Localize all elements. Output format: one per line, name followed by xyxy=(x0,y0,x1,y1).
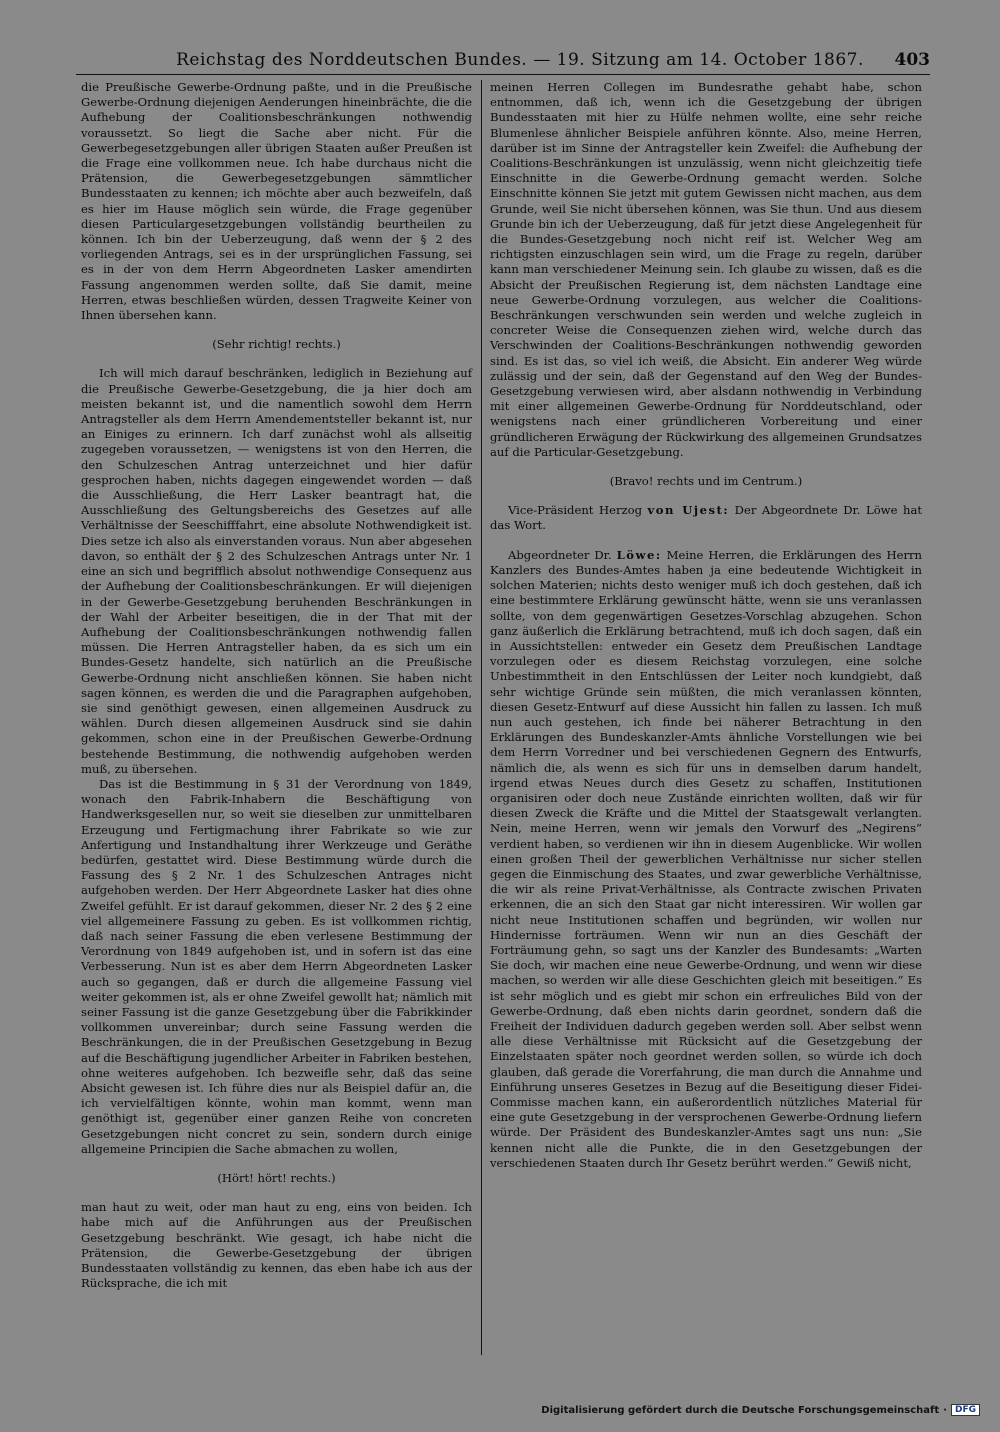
column-divider xyxy=(481,80,482,1355)
speaker-text: Der Abgeordnete Dr. Löwe hat das Wort. xyxy=(490,503,923,533)
right-paragraph-3 xyxy=(490,548,922,1171)
right-column xyxy=(490,80,922,1171)
left-paragraph-2: Ich will mich darauf beschränken, lediglich in Beziehung auf die Preußische Gewerbe-Gesetzgebung, die ja hier doch am meisten bekannt ist, und die namentlich sowohl dem Herrn Antragsteller als dem Herrn Amendementsteller bekannt ist, nur an Einiges zu erinnern. Ich darf zunächst wohl als allseitig zugegeben voraussetzen, — wenigstens ist von den Herren, die den Schulzeschen Antrag unterzeichnet und hier dafür gesprochen haben, nichts dagegen eingewendet worden — daß die Ausschließung, die Herr Lasker beantragt hat, die Ausschließung des Geltungsbereichs des Gesetzes auf alle Verhältnisse der Seeschifffahrt, eine absolute Nothwendigkeit ist. Dies setze ich also als einverstanden voraus. Nun aber abgesehen davon, so enthält der § 2 des Schulzeschen Antrags unter Nr. 1 eine an sich und begrifflich absolut nothwendige Consequenz aus der Aufhebung der Coalitionsbeschränkungen. Er will diejenigen in der Gewerbe-Gesetzgebung beruhenden Beschränkungen in der Wahl der Arbeiter beseitigen, die in der That mit der Aufhebung der Coalitionsbeschränkungen nothwendig fallen müssen. Die Herren Antragsteller haben, da es sich um ein Bundes-Gesetz handelte, sich natürlich an die Preußische Gewerbe-Ordnung nicht anschließen können. Sie haben nicht sagen können, es werden die und die Paragraphen aufgehoben, sie sind genöthigt gewesen, einen allgemeinen Ausdruck zu wählen. Durch diesen allgemeinen Ausdruck sind sie dahin gekommen, schon eine in der Preußischen Gewerbe-Ordnung bestehende Bestimmung, die nothwendig aufgehoben werden muß, zu übersehen. xyxy=(81,366,472,776)
left-column xyxy=(81,80,472,1291)
right-paragraph-2 xyxy=(490,503,922,533)
left-paragraph-4: man haut zu weit, oder man haut zu eng, eins von beiden. Ich habe mich auf die Anführungen aus der Preußischen Gesetzgebung beschränkt. Wie gesagt, ich habe nicht die Prätension, die Gewerbe-Gesetzgebung der übrigen Bundesstaaten vollständig zu kennen, das eben habe ich aus der Rücksprache, die ich mit xyxy=(81,1200,472,1291)
footer-separator: · xyxy=(943,1404,947,1416)
left-paragraph-3: Das ist die Bestimmung in § 31 der Verordnung von 1849, wonach den Fabrik-Inhabern die Beschäftigung von Handwerksgesellen nur, so weit sie dieselben zur unmittelbaren Erzeugung und Fertigmachung ihrer Fabrikate so wie zur Anfertigung und Instandhaltung ihrer Werkzeuge und Geräthe bedürfen, gestattet wird. Diese Bestimmung würde durch die Fassung des § 2 Nr. 1 des Schulzeschen Antrages nicht aufgehoben werden. Der Herr Abgeordnete Lasker hat dies ohne Zweifel gefühlt. Er ist darauf gekommen, dieser Nr. 2 des § 2 eine viel allgemeinere Fassung zu geben. Es ist vollkommen richtig, daß nach seiner Fassung die eben verlesene Bestimmung der Verordnung von 1849 aufgehoben ist, und in sofern ist das eine Verbesserung. Nun ist es aber dem Herrn Abgeordneten Lasker auch so gegangen, daß er durch die allgemeine Fassung viel weiter gekommen ist, als er ohne Zweifel gewollt hat; nämlich mit seiner Fassung ist die ganze Gesetzgebung über die Fabrikkinder vollkommen unvereinbar; durch seine Fassung werden die Beschränkungen, die in der Preußischen Gesetzgebung in Bezug auf die Beschäftigung jugendlicher Arbeiter in Fabriken bestehen, ohne weiteres aufgehoben. Ich bezweifle sehr, daß das seine Absicht gewesen ist. Ich führe dies nur als Beispiel dafür an, die ich vervielfältigen könnte, wohin man kommt, wenn man genöthigt ist, gegenüber einer ganzen Reihe von concreten Gesetzgebungen nicht concret zu sein, sondern durch einige allgemeine Principien die Sache abmachen zu wollen, xyxy=(81,776,472,1156)
right-paragraph-1: meinen Herren Collegen im Bundesrathe gehabt habe, schon entnommen, daß ich, wenn ich die Gesetzgebung der übrigen Bundesstaaten mit hier zu Hülfe nehmen wollte, eine sehr reiche Blumenlese ähnlicher Beispiele anführen könnte. Also, meine Herren, darüber ist im Sinne der Antragsteller kein Zweifel: die Aufhebung der Coalitions-Beschränkungen ist unzulässig, wenn nicht gleichzeitig tiefe Einschnitte in die Gewerbe-Ordnung gemacht werden. Solche Einschnitte können Sie jetzt mit gutem Gewissen nicht machen, aus dem Grunde, weil Sie nicht übersehen können, was Sie thun. Und aus diesem Grunde bin ich der Ueberzeugung, daß für jetzt diese Angelegenheit für die Bundes-Gesetzgebung noch nicht reif ist. Welcher Weg am richtigsten einzuschlagen sein wird, um die Frage zu regeln, darüber kann man verschiedener Meinung sein. Ich glaube zu wissen, daß es die Absicht der Preußischen Regierung ist, dem nächsten Landtage eine neue Gewerbe-Ordnung vorzulegen, aus welcher die Coalitions-Beschränkungen verschwunden sein werden und welche zugleich in concreter Weise die Consequenzen ziehen wird, welche durch das Verschwinden der Coalitions-Beschränkungen nothwendig geworden sind. Es ist das, so viel ich weiß, die Absicht. Ein anderer Weg würde zulässig und der sein, daß der Gegenstand auf den Weg der Bundes-Gesetzgebung verwiesen wird, aber alsdann nothwendig in Verbindung mit einer allgemeinen Gewerbe-Ordnung für Norddeutschland, oder wenigstens nach einer gründlicheren Vorbereitung und einer gründlicheren Erwägung der Rückwirkung des allgemeinen Grundsatzes auf die Particular-Gesetzgebung. xyxy=(490,80,922,459)
header-title: Reichstag des Norddeutschen Bundes. — 19. Sitzung am 14. October 1867. xyxy=(176,50,864,70)
left-remark-2: (Hört! hört! rechts.) xyxy=(217,1171,336,1186)
header-rule xyxy=(76,74,930,75)
speaker-title: Vice-Präsident Herzog xyxy=(508,503,643,518)
left-remark-1: (Sehr richtig! rechts.) xyxy=(212,337,341,352)
footer-text: Digitalisierung gefördert durch die Deutsche Forschungsgemeinschaft xyxy=(541,1404,940,1416)
dfg-logo: DFG xyxy=(951,1404,980,1416)
right-remark-1: (Bravo! rechts und im Centrum.) xyxy=(609,474,803,489)
speaker-name: von Ujest: xyxy=(647,503,730,518)
page-number: 403 xyxy=(894,50,930,70)
speaker-title: Abgeordneter Dr. xyxy=(508,547,612,562)
speaker-name: Löwe: xyxy=(616,547,662,562)
footer-credit xyxy=(541,1404,980,1416)
speaker-text: Meine Herren, die Erklärungen des Herrn Kanzlers des Bundes-Amtes haben ja eine bedeutende Wichtigkeit in solchen Materien; nichts desto weniger muß ich doch gestehen, daß ich eine bestimmtere Erklärung gewünscht hätte, wenn sie uns veranlassen sollte, von dem gegenwärtigen Gesetzes-Vorschlag abzugehen. Schon ganz äußerlich die Erklärung betrachtend, muß ich doch sagen, daß ein in Aussichtstellen: entweder ein Gesetz dem Preußischen Landtage vorzulegen oder es diesem Reichstag vorzulegen, eine solche Unbestimmtheit in den Entschlüssen der Leiter noch kundgiebt, daß sehr wichtige Gründe sein müßten, die mich veranlassen könnten, diesen Gesetz-Entwurf auf diese Aussicht hin fallen zu lassen. Ich muß nun auch gestehen, ich finde bei näherer Betrachtung in den Erklärungen des Bundeskanzler-Amts ähnliche Vorstellungen wie bei dem Herrn Vorredner und bei verschiedenen Gegnern des Entwurfs, nämlich die, als wenn es sich für uns in demselben darum handelt, irgend etwas Neues durch dies Gesetz zu schaffen, Institutionen organisiren oder doch neue Zustände einrichten wollten, daß wir für diesen Zweck die Kräfte und die Mittel der Staatsgewalt verlangten. Nein, meine Herren, wenn wir jemals den Vorwurf des „Negirens“ verdient haben, so verdienen wir ihn in diesem Augenblicke. Wir wollen einen großen Theil der gewerblichen Verhältnisse nur sicher stellen gegen die Einmischung des Staates, und zwar gewerbliche Verhältnisse, die wir als reine Privat-Verhältnisse, als Contracte zwischen Privaten erkennen, die an sich den Staat gar nicht interessiren. Wir wollen gar nicht neue Institutionen schaffen und begründen, wir wollen nur Hindernisse forträumen. Wenn wir nun an dies Geschäft der Forträumung gehn, so sagt uns der Kanzler des Bundesamts: „Warten Sie doch, wir machen eine neue Gewerbe-Ordnung, und wenn wir diese machen, so werden wir alle diese Geschichten gleich mit beseitigen.“ Es ist sehr möglich und es giebt mir schon ein erfreuliches Bild von der Gewerbe-Ordnung, daß eben nichts darin geordnet, sondern daß die Freiheit der Individuen dadurch gegeben werden soll. Aber selbst wenn alle diese Verhältnisse mit Rücksicht auf die Gesetzgebung der Einzelstaaten später noch geordnet werden sollen, so würde ich doch glauben, daß gerade die Vorerfahrung, die man durch die Annahme und Einführung unseres Gesetzes in Bezug auf die Beseitigung dieser Fidei-Commisse machen kann, ein außerordentlich nützliches Material für eine gute Gesetzgebung in der versprochenen Gewerbe-Ordnung liefern würde. Der Präsident des Bundeskanzler-Amtes sagt uns nun: „Sie kennen nicht alle die Punkte, die in den Gesetzgebungen der verschiedenen Staaten durch Ihr Gesetz berührt werden.“ Gewiß nicht, xyxy=(490,547,922,1170)
left-paragraph-1: die Preußische Gewerbe-Ordnung paßte, und in die Preußische Gewerbe-Ordnung diejenigen Aenderungen hineinbrächte, die die Aufhebung der Coalitionsbeschränkungen nothwendig voraussetzt. So liegt die Sache aber nicht. Für die Gewerbegesetzgebungen aller übrigen Staaten außer Preußen ist die Frage eine vollkommen neue. Ich habe durchaus nicht die Prätension, die Gewerbegesetzgebungen sämmtlicher Bundesstaaten zu kennen; ich möchte aber auch bezweifeln, daß es hier im Hause möglich sein würde, die Frage gegenüber diesen Particulargesetzgebungen vollständig beurtheilen zu können. Ich bin der Ueberzeugung, daß wenn der § 2 des vorliegenden Antrags, sei es in der ursprünglichen Fassung, sei es in der von dem Herrn Abgeordneten Lasker amendirten Fassung angenommen werden sollte, daß Sie damit, meine Herren, etwas beschließen würden, dessen Tragweite Keiner von Ihnen übersehen kann. xyxy=(81,80,472,323)
